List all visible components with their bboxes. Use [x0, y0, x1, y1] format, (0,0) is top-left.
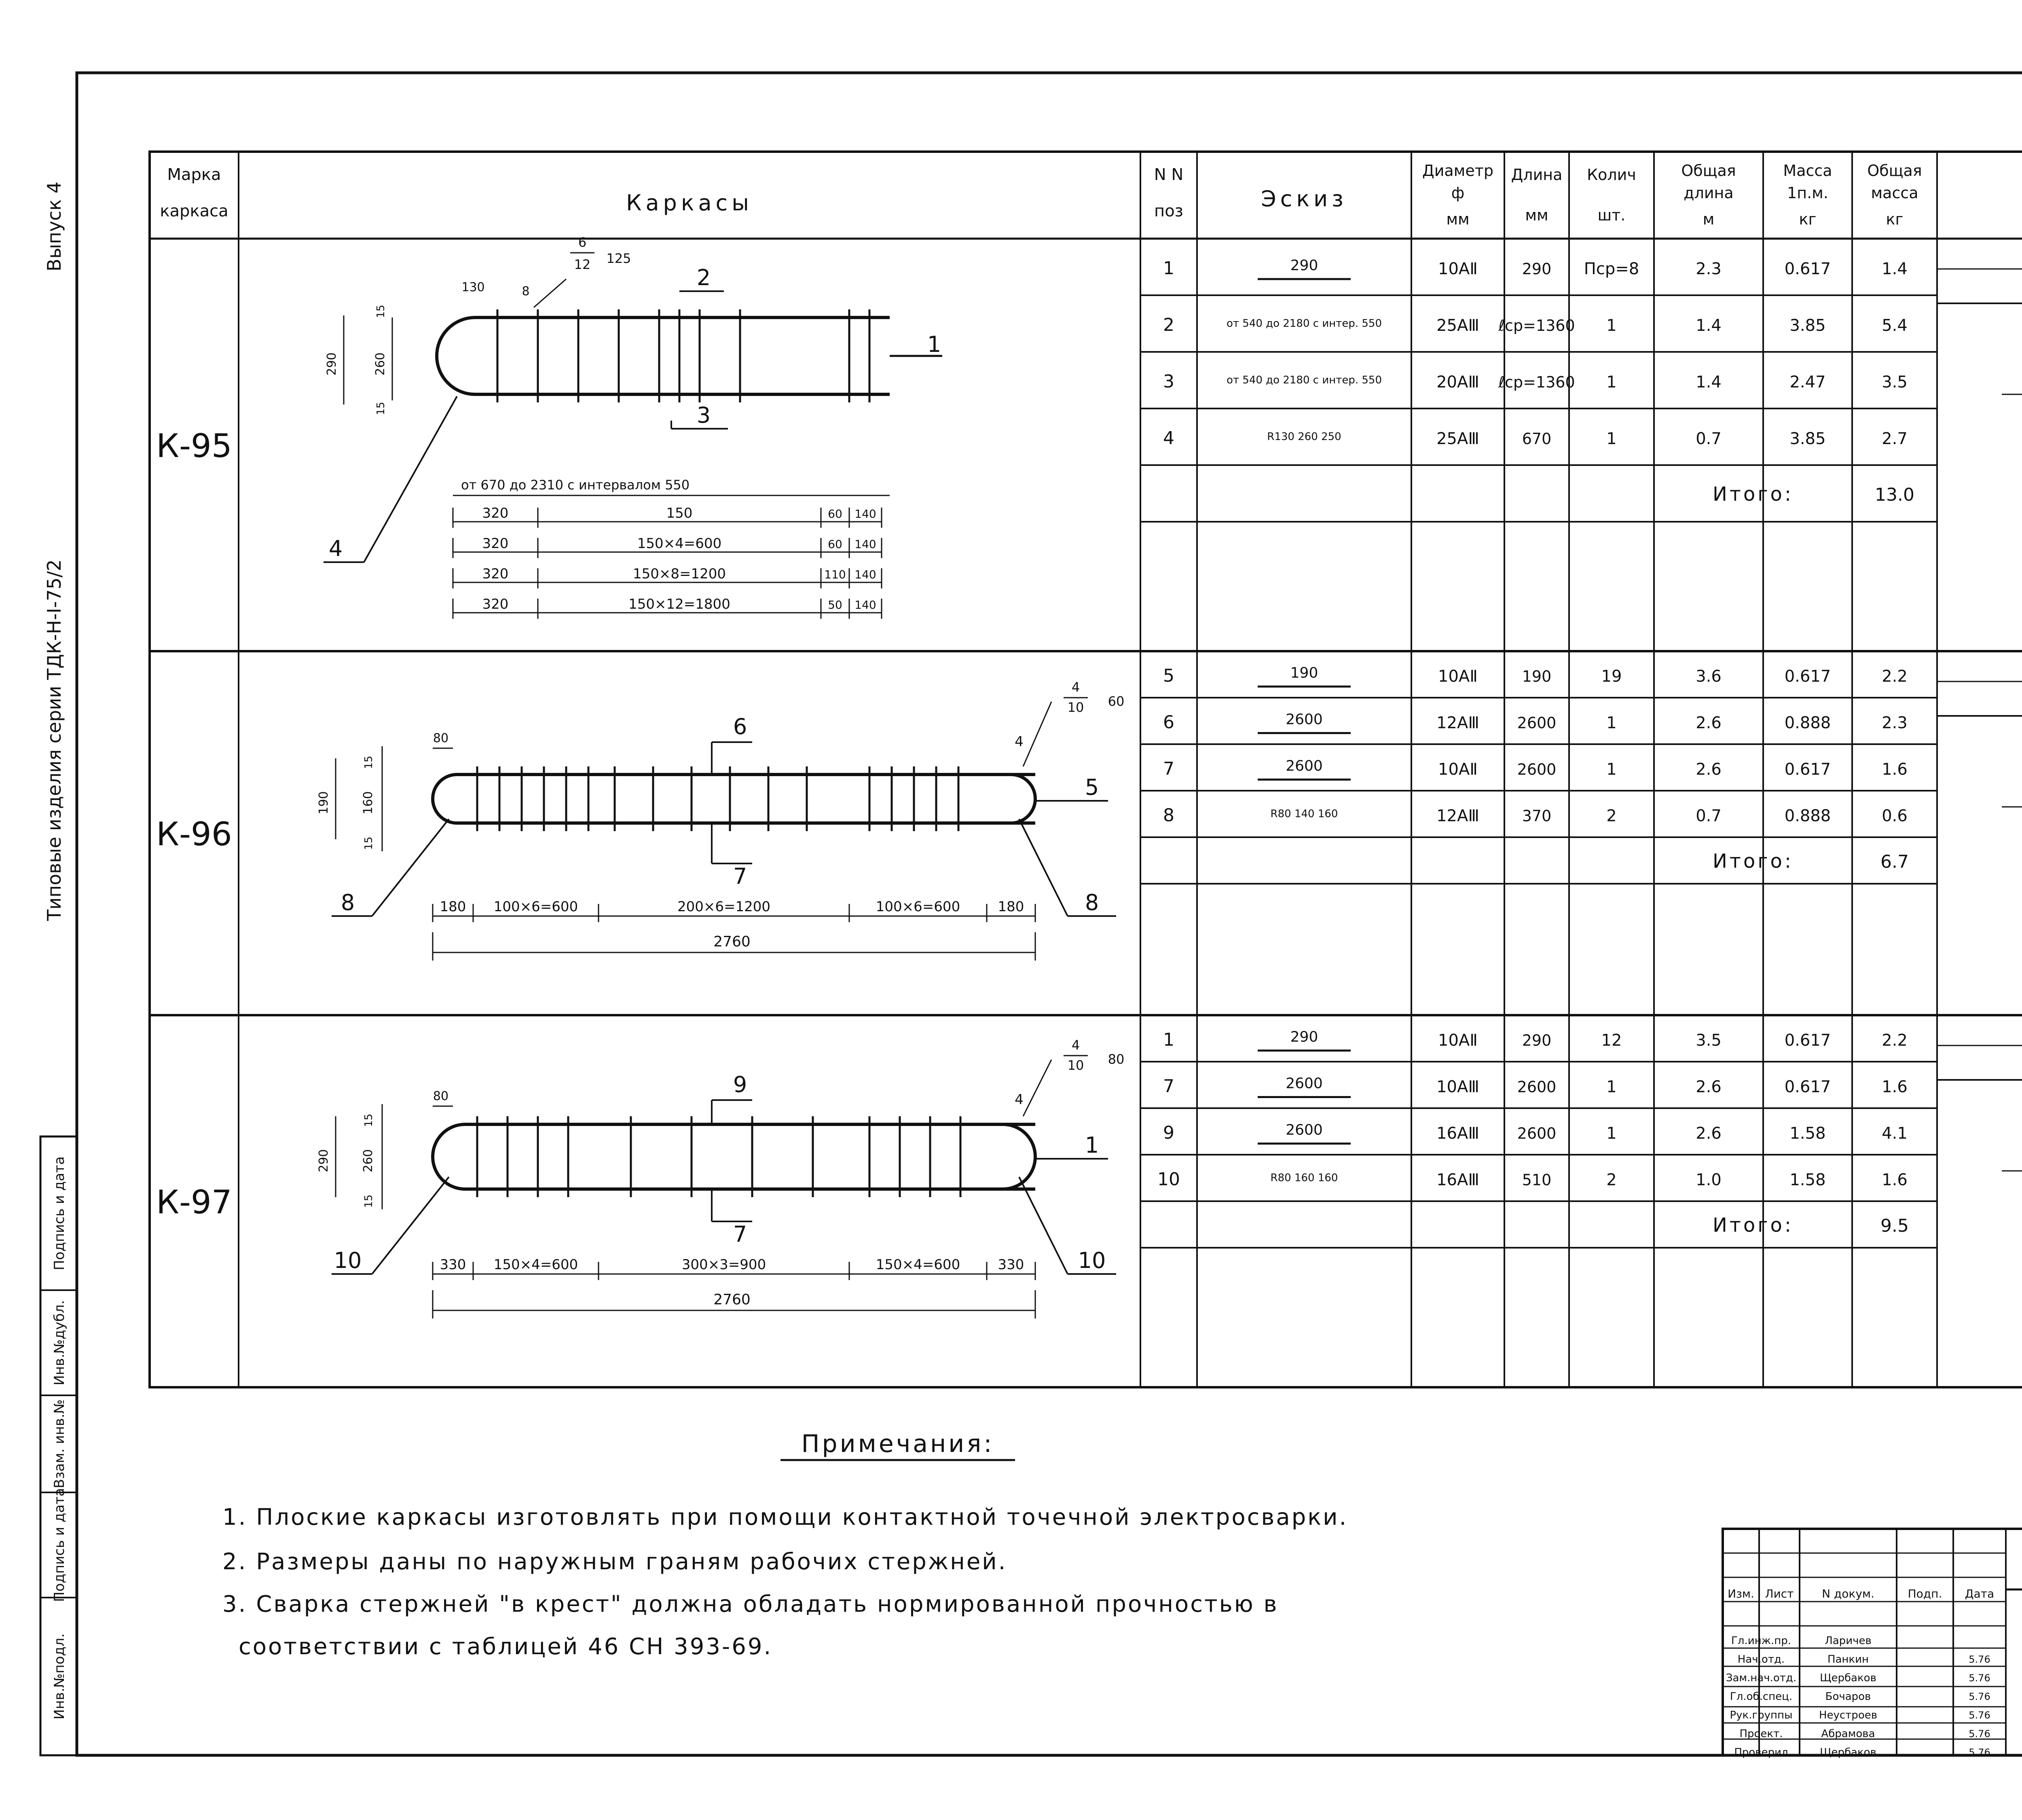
total-length-cell: 1.4	[1696, 316, 1722, 335]
pos-cell: 1	[1163, 1029, 1174, 1050]
total-length-cell: 0.7	[1696, 430, 1722, 448]
total-mass-cell: 0.6	[1882, 806, 1908, 825]
len-cell: 290	[1522, 1031, 1552, 1050]
mass-per-m-cell: 2.47	[1789, 373, 1826, 392]
frame-drawing-2	[433, 1116, 1035, 1197]
tb-date: 5.76	[1969, 1747, 1990, 1758]
callout-hook-left: 10	[334, 1248, 362, 1273]
dim-text: 60	[828, 507, 842, 521]
dim-text: 150	[666, 505, 693, 521]
dim-text: 140	[854, 538, 876, 551]
qty-cell: 1	[1606, 713, 1617, 732]
mass-per-m-cell: 3.85	[1789, 430, 1826, 448]
total-length-cell: 2.3	[1696, 260, 1722, 278]
header-qty: Колич	[1587, 166, 1636, 184]
tb-role: Проект.	[1739, 1728, 1783, 1740]
qty-cell: 2	[1606, 1170, 1617, 1189]
header-mass_per_m: 1п.м.	[1787, 184, 1828, 202]
frame-mark: К-97	[156, 1183, 232, 1221]
tb-name: Абрамова	[1821, 1728, 1875, 1740]
qty-cell: 1	[1606, 1124, 1617, 1143]
callout-top: 6	[733, 714, 747, 739]
mass-per-m-cell: 0.888	[1784, 713, 1831, 732]
header-mass_per_m: кг	[1799, 210, 1817, 228]
weld-callout: 4	[1015, 1092, 1024, 1108]
leader	[364, 396, 457, 562]
side-annotation	[40, 182, 77, 1755]
stamp-label: Инв.№дубл.	[51, 1300, 68, 1386]
dim-text: 260	[373, 352, 387, 376]
qty-cell: 1	[1606, 373, 1617, 392]
pos-cell: 6	[1163, 712, 1174, 733]
callout-4: 4	[328, 536, 343, 561]
sketch-cell: от 540 до 2180 с интер. 550	[1226, 374, 1382, 386]
series-label: Типовые изделия серии ТДК-Н-I-75/2	[43, 559, 65, 921]
total-length-cell: 0.7	[1696, 806, 1722, 825]
left-hook	[433, 775, 457, 823]
qty-cell: 1	[1606, 1077, 1617, 1096]
total-label: Итого:	[1713, 850, 1794, 873]
stamp-label: Подпись и дата	[51, 1488, 68, 1602]
dim-text: 290	[325, 352, 339, 376]
sketch-cell: 290	[1290, 257, 1318, 274]
qty-cell: 12	[1601, 1031, 1622, 1050]
tb-name: Бочаров	[1825, 1691, 1871, 1703]
total-mass-cell: 2.2	[1882, 667, 1908, 686]
sketch-cell: 2600	[1286, 711, 1323, 728]
dia-cell: 10АⅡ	[1438, 667, 1478, 686]
total-mass-cell: 1.6	[1882, 1170, 1908, 1189]
header-mark: Марка	[167, 165, 221, 184]
weld-annotation: 10	[1067, 700, 1084, 715]
dim-text: 8	[522, 284, 530, 298]
tb-role: Зам.нач.отд.	[1726, 1672, 1797, 1684]
total-label: Итого:	[1713, 1214, 1794, 1237]
header-mass_per_m: Масса	[1783, 162, 1832, 180]
tb-date: 5.76	[1969, 1672, 1990, 1684]
dim-text: 50	[828, 598, 842, 612]
mass-per-m-cell: 1.58	[1789, 1124, 1826, 1143]
total-length-cell: 3.5	[1696, 1031, 1722, 1050]
dia-cell: 10АⅡ	[1438, 760, 1478, 779]
header-pos: поз	[1154, 202, 1183, 220]
dim-text: 140	[854, 507, 876, 521]
total-value: 9.5	[1880, 1215, 1909, 1236]
right-hook	[1003, 1124, 1035, 1189]
notes-block	[222, 1430, 1348, 1660]
dim-text: 300×3=900	[681, 1257, 766, 1273]
dim-text: 15	[363, 756, 375, 769]
left-hook	[433, 1124, 465, 1189]
header-pos: N N	[1154, 165, 1184, 184]
tb-role: Рук.группы	[1730, 1709, 1793, 1721]
weld-callout: 4	[1015, 734, 1024, 750]
dim-title: от 670 до 2310 с интервалом 550	[461, 477, 690, 493]
callout-2: 2	[696, 265, 711, 290]
pos-cell: 2	[1163, 315, 1174, 335]
sketch-cell: 190	[1290, 665, 1318, 681]
len-cell: 510	[1522, 1171, 1552, 1189]
stamp-label: Инв.№подл.	[51, 1633, 68, 1720]
sketch-cell: R130 260 250	[1267, 431, 1341, 443]
pos-cell: 5	[1163, 665, 1174, 686]
tb-name: Ларичев	[1825, 1635, 1872, 1647]
tb-role: Гл.инж.пр.	[1731, 1635, 1791, 1647]
leader	[372, 1177, 449, 1274]
note-item: 3. Сварка стержней "в крест" должна обладать нормированной прочностью в	[222, 1591, 1279, 1617]
sketch-cell: 2600	[1286, 1122, 1323, 1139]
callout-rod: 5	[1085, 775, 1099, 800]
mass-per-m-cell: 0.888	[1784, 806, 1831, 825]
dim-text: 15	[363, 1113, 375, 1127]
dim-text: 130	[461, 280, 485, 294]
total-length-cell: 2.6	[1696, 713, 1722, 732]
pos-cell: 7	[1163, 758, 1174, 779]
dia-cell: 16АⅢ	[1436, 1124, 1479, 1143]
dim-text: 150×12=1800	[628, 596, 730, 612]
mass-per-m-cell: 0.617	[1784, 667, 1831, 686]
dim-text: 15	[363, 836, 375, 850]
tb-date: 5.76	[1969, 1728, 1990, 1740]
header-total_mass: Общая	[1867, 162, 1922, 180]
left-hook	[437, 317, 475, 394]
right-hook	[1011, 775, 1035, 823]
dim-text: 150×4=600	[876, 1257, 960, 1273]
dim-text: 150×4=600	[493, 1257, 578, 1273]
dim-text: 320	[482, 596, 509, 612]
total-mass-cell: 2.7	[1882, 430, 1908, 448]
dia-cell: 16АⅢ	[1436, 1170, 1479, 1189]
notes-title: Примечания:	[801, 1430, 994, 1458]
tb-name: Щербаков	[1820, 1672, 1876, 1684]
weld-annotation: 60	[1108, 694, 1125, 709]
note-item: 2. Размеры даны по наружным граням рабочих стержней.	[222, 1549, 1007, 1575]
dim-text: 320	[482, 535, 509, 552]
total-length-cell: 1.4	[1696, 373, 1722, 392]
callout-hook-left: 8	[341, 890, 355, 915]
dim-text: 180	[440, 899, 466, 915]
weld-annotation: 12	[574, 257, 591, 272]
len-cell: 2600	[1517, 1078, 1557, 1096]
header-total_len: м	[1703, 210, 1715, 228]
tb-role: Нач.отд.	[1737, 1653, 1785, 1666]
header-total_len: длина	[1684, 184, 1734, 202]
mass-per-m-cell: 0.617	[1784, 260, 1831, 278]
len-cell: 370	[1522, 807, 1552, 825]
callout-hook-right: 8	[1085, 890, 1099, 915]
qty-cell: 1	[1606, 430, 1617, 448]
callout-rod: 1	[1085, 1132, 1099, 1158]
total-length-cell: 1.0	[1696, 1170, 1722, 1189]
qty-cell: 1	[1606, 316, 1617, 335]
header-frames: Каркасы	[626, 190, 753, 216]
tb-col-label: Подп.	[1908, 1587, 1942, 1600]
frame-mark: К-95	[156, 427, 232, 465]
tb-name: Панкин	[1827, 1653, 1869, 1666]
dim-text: 200×6=1200	[677, 899, 771, 915]
total-mass-cell: 5.4	[1882, 316, 1908, 335]
dim-text: 320	[482, 505, 509, 521]
tb-date: 5.76	[1969, 1654, 1990, 1665]
frame-mark: К-96	[156, 815, 232, 853]
weld-annotation: 80	[1108, 1052, 1125, 1067]
outer-border	[77, 73, 2022, 1755]
sketch-cell: 2600	[1286, 1075, 1323, 1092]
issue-label: Выпуск 4	[43, 181, 65, 272]
tb-col-label: N докум.	[1822, 1587, 1874, 1600]
dia-cell: 10АⅡ	[1438, 1031, 1478, 1050]
dim-overall: 2760	[713, 933, 751, 950]
dim-text: 15	[375, 402, 387, 415]
dim-text: 110	[824, 568, 846, 581]
total-label: Итого:	[1713, 483, 1794, 506]
frames-table	[150, 152, 2022, 1387]
dim-text: 290	[317, 1149, 331, 1172]
pos-cell: 3	[1163, 371, 1174, 392]
weld-annotation: 4	[1071, 1037, 1080, 1053]
tb-date: 5.76	[1969, 1710, 1990, 1721]
mass-per-m-cell: 1.58	[1789, 1170, 1826, 1189]
callout-hook-right: 10	[1078, 1248, 1106, 1273]
header-total_len: Общая	[1681, 162, 1736, 180]
leader	[1019, 1177, 1068, 1274]
dia-cell: 25АⅢ	[1436, 316, 1479, 335]
total-value: 6.7	[1880, 851, 1909, 872]
total-mass-cell: 3.5	[1882, 373, 1908, 392]
sketch-cell: 290	[1290, 1029, 1318, 1045]
note-item: соответствии с таблицей 46 СН 393-69.	[239, 1634, 773, 1660]
len-cell: 290	[1522, 260, 1552, 278]
total-length-cell: 3.6	[1696, 667, 1722, 686]
dim-text: 320	[482, 566, 509, 582]
dim-text: 330	[998, 1257, 1024, 1273]
dim-text: 140	[854, 568, 876, 581]
dim-text: 330	[440, 1257, 466, 1273]
dim-text: 100×6=600	[876, 899, 960, 915]
dim-text: 180	[998, 899, 1024, 915]
qty-cell: 2	[1606, 806, 1617, 825]
dim-text: 80	[433, 1089, 449, 1103]
weld-leader	[534, 279, 566, 307]
sheet-frame	[77, 44, 2022, 1755]
dim-text: 80	[433, 731, 449, 745]
header-total_mass: масса	[1871, 184, 1918, 202]
tb-col-label: Изм.	[1728, 1587, 1754, 1600]
weld-annotation: 6	[578, 235, 587, 250]
callout-1: 1	[927, 332, 941, 357]
weld-annotation: 4	[1071, 679, 1080, 695]
title-block	[1723, 1529, 2022, 1783]
total-value: 13.0	[1875, 485, 1914, 505]
len-cell: ℓср=1360	[1498, 373, 1575, 391]
sketch-cell: 2600	[1286, 758, 1323, 775]
callout-bottom: 7	[733, 1221, 747, 1247]
header-length: мм	[1525, 206, 1548, 224]
callout-top: 9	[733, 1072, 747, 1097]
len-cell: 2600	[1517, 1124, 1557, 1143]
total-mass-cell: 4.1	[1882, 1124, 1908, 1143]
len-cell: 2600	[1517, 714, 1557, 732]
leader	[372, 819, 449, 916]
dim-text: 190	[317, 791, 331, 815]
stamp-label: Подпись и дата	[51, 1156, 68, 1270]
dia-cell: 12АⅢ	[1436, 806, 1479, 825]
dia-cell: 20АⅢ	[1436, 373, 1479, 392]
mass-per-m-cell: 0.617	[1784, 1077, 1831, 1096]
pos-cell: 9	[1163, 1122, 1174, 1143]
total-mass-cell: 2.3	[1882, 713, 1908, 732]
header-diameter: мм	[1446, 210, 1470, 228]
header-diameter: ф	[1451, 184, 1465, 202]
dim-text: 260	[361, 1149, 375, 1172]
stamp-label: Взам. инв.№	[51, 1399, 68, 1489]
dia-cell: 25АⅢ	[1436, 430, 1479, 448]
qty-cell: Пср=8	[1584, 260, 1639, 278]
header-qty: шт.	[1597, 206, 1626, 224]
tb-col-label: Лист	[1765, 1587, 1794, 1600]
dim-overall: 2760	[713, 1291, 751, 1308]
mass-per-m-cell: 3.85	[1789, 316, 1826, 335]
pos-cell: 7	[1163, 1076, 1174, 1097]
tb-role: Гл.об.спец.	[1730, 1691, 1793, 1703]
header-diameter: Диаметр	[1422, 162, 1493, 180]
total-length-cell: 2.6	[1696, 760, 1722, 779]
tb-col-label: Дата	[1965, 1587, 1995, 1600]
pos-cell: 8	[1163, 805, 1174, 826]
total-length-cell: 2.6	[1696, 1077, 1722, 1096]
dim-text: 100×6=600	[493, 899, 578, 915]
len-cell: 670	[1522, 430, 1552, 448]
total-mass-cell: 1.6	[1882, 1077, 1908, 1096]
tb-name: Неустроев	[1819, 1709, 1878, 1721]
total-mass-cell: 2.2	[1882, 1031, 1908, 1050]
total-mass-cell: 1.6	[1882, 760, 1908, 779]
dim-text: 140	[854, 598, 876, 612]
sketch-cell: R80 160 160	[1270, 1172, 1338, 1184]
dim-text: 150×4=600	[637, 535, 722, 552]
len-cell: 190	[1522, 667, 1552, 686]
header-total_mass: кг	[1886, 210, 1904, 228]
weld-leader	[1023, 702, 1051, 766]
qty-cell: 1	[1606, 760, 1617, 779]
dim-text: 60	[828, 538, 842, 551]
mass-per-m-cell: 0.617	[1784, 760, 1831, 779]
tb-date: 5.76	[1969, 1691, 1990, 1702]
weld-annotation: 125	[606, 251, 631, 266]
frame-drawing-0	[437, 309, 890, 402]
dim-text: 160	[361, 791, 375, 815]
leader	[1019, 819, 1068, 916]
header-sketch: Эскиз	[1261, 186, 1347, 212]
len-cell: 2600	[1517, 760, 1557, 779]
frame-drawing-1	[433, 766, 1035, 831]
callout-bottom: 7	[733, 863, 747, 889]
dim-text: 150×8=1200	[632, 566, 726, 582]
pos-cell: 1	[1163, 258, 1174, 279]
total-mass-cell: 1.4	[1882, 260, 1908, 278]
sketch-cell: от 540 до 2180 с интер. 550	[1226, 317, 1382, 330]
frame-drawings	[317, 235, 1124, 1318]
dim-text: 15	[363, 1194, 375, 1208]
len-cell: ℓср=1360	[1498, 317, 1575, 334]
pos-cell: 4	[1163, 428, 1174, 449]
mass-per-m-cell: 0.617	[1784, 1031, 1831, 1050]
dim-text: 15	[375, 305, 387, 318]
dia-cell: 10АⅡ	[1438, 260, 1478, 278]
qty-cell: 19	[1601, 667, 1622, 686]
pos-cell: 10	[1157, 1169, 1180, 1190]
dia-cell: 10АⅢ	[1436, 1077, 1479, 1096]
weld-leader	[1023, 1060, 1051, 1116]
tb-name: Щербаков	[1820, 1746, 1876, 1759]
weld-annotation: 10	[1067, 1058, 1084, 1073]
note-item: 1. Плоские каркасы изготовлять при помощи контактной точечной электросварки.	[222, 1504, 1348, 1530]
sketch-cell: R80 140 160	[1270, 808, 1338, 820]
callout-3: 3	[696, 402, 711, 428]
dia-cell: 12АⅢ	[1436, 713, 1479, 732]
header-length: Длина	[1511, 166, 1563, 184]
header-mark: каркаса	[160, 202, 228, 220]
tb-role: Проверил	[1734, 1746, 1788, 1759]
total-length-cell: 2.6	[1696, 1124, 1722, 1143]
